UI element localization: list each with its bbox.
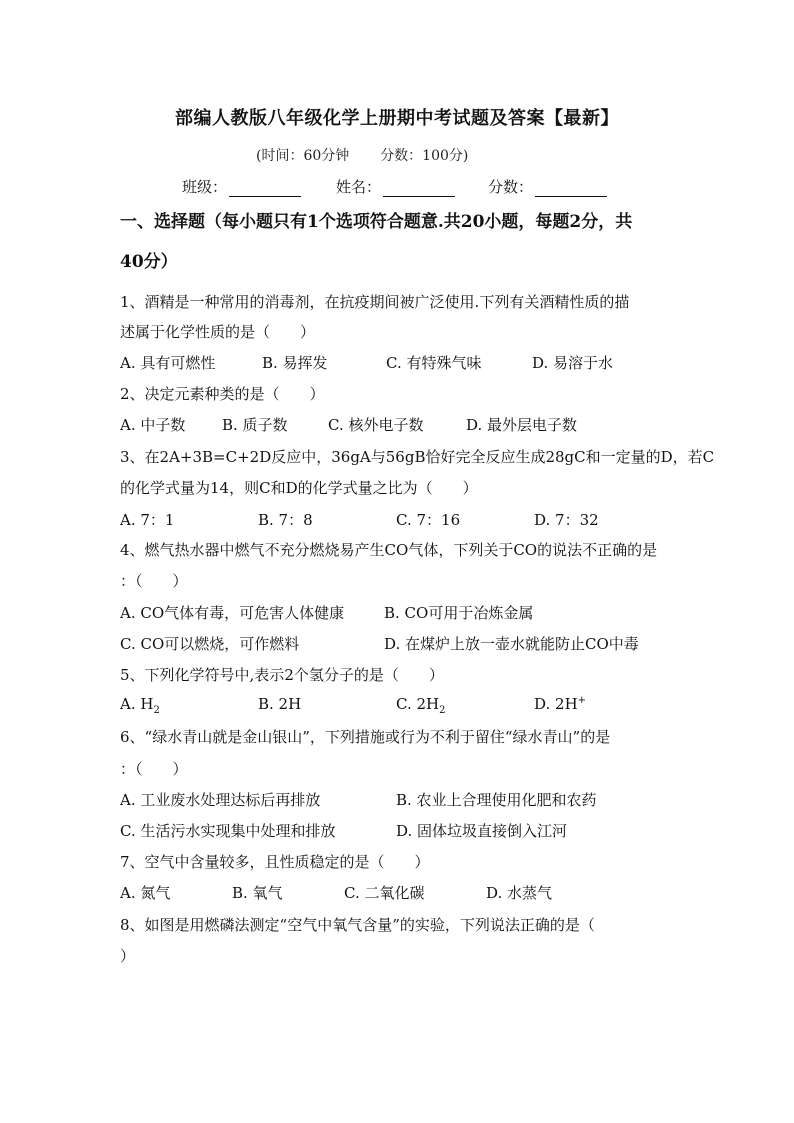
page-title: 部编人教版八年级化学上册期中考试题及答案【最新】 xyxy=(175,108,619,129)
question-1-option-b[interactable]: B. 易挥发 xyxy=(262,354,328,372)
question-7-option-d[interactable]: D. 水蒸气 xyxy=(486,884,553,902)
exam-info xyxy=(256,145,468,165)
question-4-line1: 4、燃气热水器中燃气不充分燃烧易产生CO气体，下列关于CO的说法不正确的是 xyxy=(120,541,658,559)
name-label: 姓名： xyxy=(336,178,382,196)
question-3-option-c[interactable]: C. 7：16 xyxy=(396,511,461,529)
question-1-option-c[interactable]: C. 有特殊气味 xyxy=(386,354,482,372)
question-5-option-d[interactable] xyxy=(534,695,586,713)
score-blank[interactable] xyxy=(535,180,607,197)
question-5-option-b-text: B. 2H xyxy=(258,695,302,713)
question-1-option-d[interactable]: D. 易溶于水 xyxy=(532,354,614,372)
name-field[interactable] xyxy=(336,176,455,197)
class-blank[interactable] xyxy=(229,180,301,197)
question-2-option-b[interactable]: B. 质子数 xyxy=(222,416,288,434)
question-1-option-a[interactable]: A. 具有可燃性 xyxy=(120,354,216,372)
question-2-option-c[interactable]: C. 核外电子数 xyxy=(328,416,424,434)
question-4-option-a[interactable]: A. CO气体有毒，可危害人体健康 xyxy=(120,604,345,622)
question-5-option-c-sub: 2 xyxy=(439,705,446,716)
question-4-option-d[interactable]: D. 在煤炉上放一壶水就能防止CO中毒 xyxy=(384,635,639,653)
question-8-line1: 8、如图是用燃磷法测定“空气中氧气含量”的实验，下列说法正确的是（ xyxy=(120,916,595,934)
question-6-option-d[interactable]: D. 固体垃圾直接倒入江河 xyxy=(396,822,568,840)
section-heading xyxy=(120,202,680,282)
question-7-option-a[interactable]: A. 氮气 xyxy=(120,884,171,902)
section-heading-line2: 40分） xyxy=(120,252,178,272)
question-7-option-b[interactable]: B. 氧气 xyxy=(232,884,283,902)
question-2-line1: 2、决定元素种类的是（ ） xyxy=(120,385,325,403)
question-5-option-c-text: C. 2H xyxy=(396,695,440,713)
name-blank[interactable] xyxy=(383,180,455,197)
question-5-option-a[interactable] xyxy=(120,695,160,716)
question-1-line2: 述属于化学性质的是（ ） xyxy=(120,323,316,341)
question-5-option-b[interactable] xyxy=(258,695,301,713)
question-5-option-a-text: A. H xyxy=(120,695,154,713)
question-3-line2: 的化学式量为14，则C和D的化学式量之比为（ ） xyxy=(120,479,478,497)
question-6-option-c[interactable]: C. 生活污水实现集中处理和排放 xyxy=(120,822,336,840)
question-5-option-d-text: D. 2H xyxy=(534,695,578,713)
question-6-line1: 6、“绿水青山就是金山银山”，下列措施或行为不利于留住“绿水青山”的是 xyxy=(120,728,611,746)
question-7-option-c[interactable]: C. 二氧化碳 xyxy=(344,884,425,902)
question-6-option-a[interactable]: A. 工业废水处理达标后再排放 xyxy=(120,791,321,809)
question-6-line2: ：（ ） xyxy=(120,760,188,778)
question-5-option-d-sup: + xyxy=(577,695,587,706)
score-field[interactable] xyxy=(488,176,607,197)
question-1-line1: 1、酒精是一种常用的消毒剂，在抗疫期间被广泛使用.下列有关酒精性质的描 xyxy=(120,293,630,311)
class-field[interactable] xyxy=(182,176,301,197)
question-3-option-d[interactable]: D. 7：32 xyxy=(534,511,599,529)
class-label: 班级： xyxy=(182,178,228,196)
question-3-option-b[interactable]: B. 7：8 xyxy=(258,511,313,529)
question-2-option-d[interactable]: D. 最外层电子数 xyxy=(466,416,578,434)
question-7-line1: 7、空气中含量较多，且性质稳定的是（ ） xyxy=(120,853,430,871)
question-4-option-c[interactable]: C. CO可以燃烧，可作燃料 xyxy=(120,635,300,653)
question-3-option-a[interactable]: A. 7：1 xyxy=(120,511,175,529)
question-2-option-a[interactable]: A. 中子数 xyxy=(120,416,186,434)
score-label: 分数： xyxy=(488,178,534,196)
section-heading-line1: 一、选择题（每小题只有1个选项符合题意.共20小题，每题2分，共 xyxy=(120,212,633,232)
question-3-line1: 3、在2A+3B=C+2D反应中，36gA与56gB恰好完全反应生成28gC和一定量的D，若C xyxy=(120,448,715,466)
exam-total-score: 分数：100分) xyxy=(380,148,469,164)
question-6-option-b[interactable]: B. 农业上合理使用化肥和农药 xyxy=(396,791,597,809)
question-4-line2: ：（ ） xyxy=(120,572,188,590)
question-5-option-a-sub: 2 xyxy=(153,705,160,716)
question-8-line2: ） xyxy=(120,947,136,965)
question-5-line1: 5、下列化学符号中,表示2个氢分子的是（ ） xyxy=(120,666,444,684)
question-4-option-b[interactable]: B. CO可用于冶炼金属 xyxy=(384,604,534,622)
question-5-option-c[interactable] xyxy=(396,695,445,716)
exam-time: (时间：60分钟 xyxy=(256,148,350,164)
